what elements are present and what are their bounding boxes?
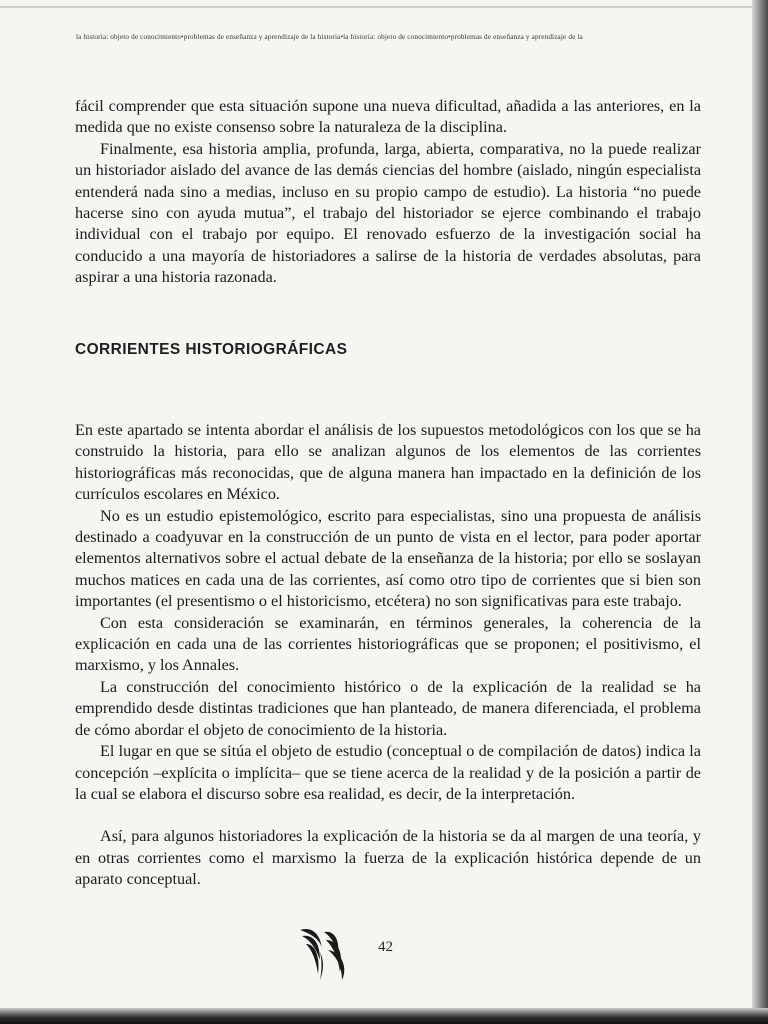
paragraph: fácil comprender que esta situación supone una nueva dificultad, añadida a las anteriores, en la medida que no existe consenso sobre la naturaleza de la disciplina. [75,97,701,137]
running-header: la historia: objeto de conocimiento•problemas de enseñanza y aprendizaje de la historia•la historia: objeto de conocimiento•problemas de enseñanza y aprendizaje de la [76,33,583,41]
paragraph: Así, para algunos historiadores la explicación de la historia se da al margen de una teoría, y en otras corrientes como el marxismo la fuerza de la explicación histórica depende de un aparato conceptual. [75,827,701,889]
paragraph: El lugar en que se sitúa el objeto de estudio (conceptual o de compilación de datos) indica la concepción –explícita o implícita– que se tiene acerca de la realidad y de la posición a partir de la cual se elabora el discurso sobre esa realidad, es decir, de la interpretación. [75,742,701,803]
paragraph: Finalmente, esa historia amplia, profunda, larga, abierta, comparativa, no la puede realizar un historiador aislado del avance de las demás ciencias del hombre (aislado, ningún especialista entenderá nada sino a medias, incluso en su propio campo de estudio). La historia “no puede hacerse sino con ayuda mutua”, el trabajo del historiador se ejerce combinando el trabajo individual con el trabajo por equipo. El renovado esfuerzo de la investigación social ha conducido a una mayoría de historiadores a salirse de la historia de verdades absolutas, para aspirar a una historia razonada. [75,139,701,287]
section-heading: CORRIENTES HISTORIOGRÁFICAS [75,341,348,358]
page-number: 42 [378,939,393,955]
paragraph: No es un estudio epistemológico, escrito para especialistas, sino una propuesta de análisis destinado a coadyuvar en la construcción de un punto de vista en el lector, para poder aportar elementos alternativos sobre el actual debate de la enseñanza de la historia; por ello se soslayan muchos matices en cada una de las corrientes, así como otro tipo de corrientes que si bien son importantes (el presentismo o el historicismo, etcétera) no son significativas para este trabajo. [75,506,701,611]
publisher-logo-icon [298,924,354,982]
section-1-body [75,96,701,289]
scan-edge-bottom [0,1008,768,1024]
top-rule [0,6,752,8]
paragraph: La construcción del conocimiento histórico o de la explicación de la realidad se ha emprendido desde distintas tradiciones que han planteado, de manera diferenciada, el problema de cómo abordar el objeto de conocimiento de la historia. [75,677,701,739]
paragraph: En este apartado se intenta abordar el análisis de los supuestos metodológicos con los que se ha construido la historia, para ello se analizan algunos de los elementos de las corrientes historiográficas más reconocidas, que de alguna manera han impactado en la definición de los currículos escolares en México. [75,421,701,504]
scan-edge-right [752,0,768,1024]
paragraph: Con esta consideración se examinarán, en términos generales, la coherencia de la explicación en cada una de las corrientes historiográficas que se proponen; el positivismo, el marxismo, y los Annales. [75,613,701,675]
section-2-body [75,420,701,891]
